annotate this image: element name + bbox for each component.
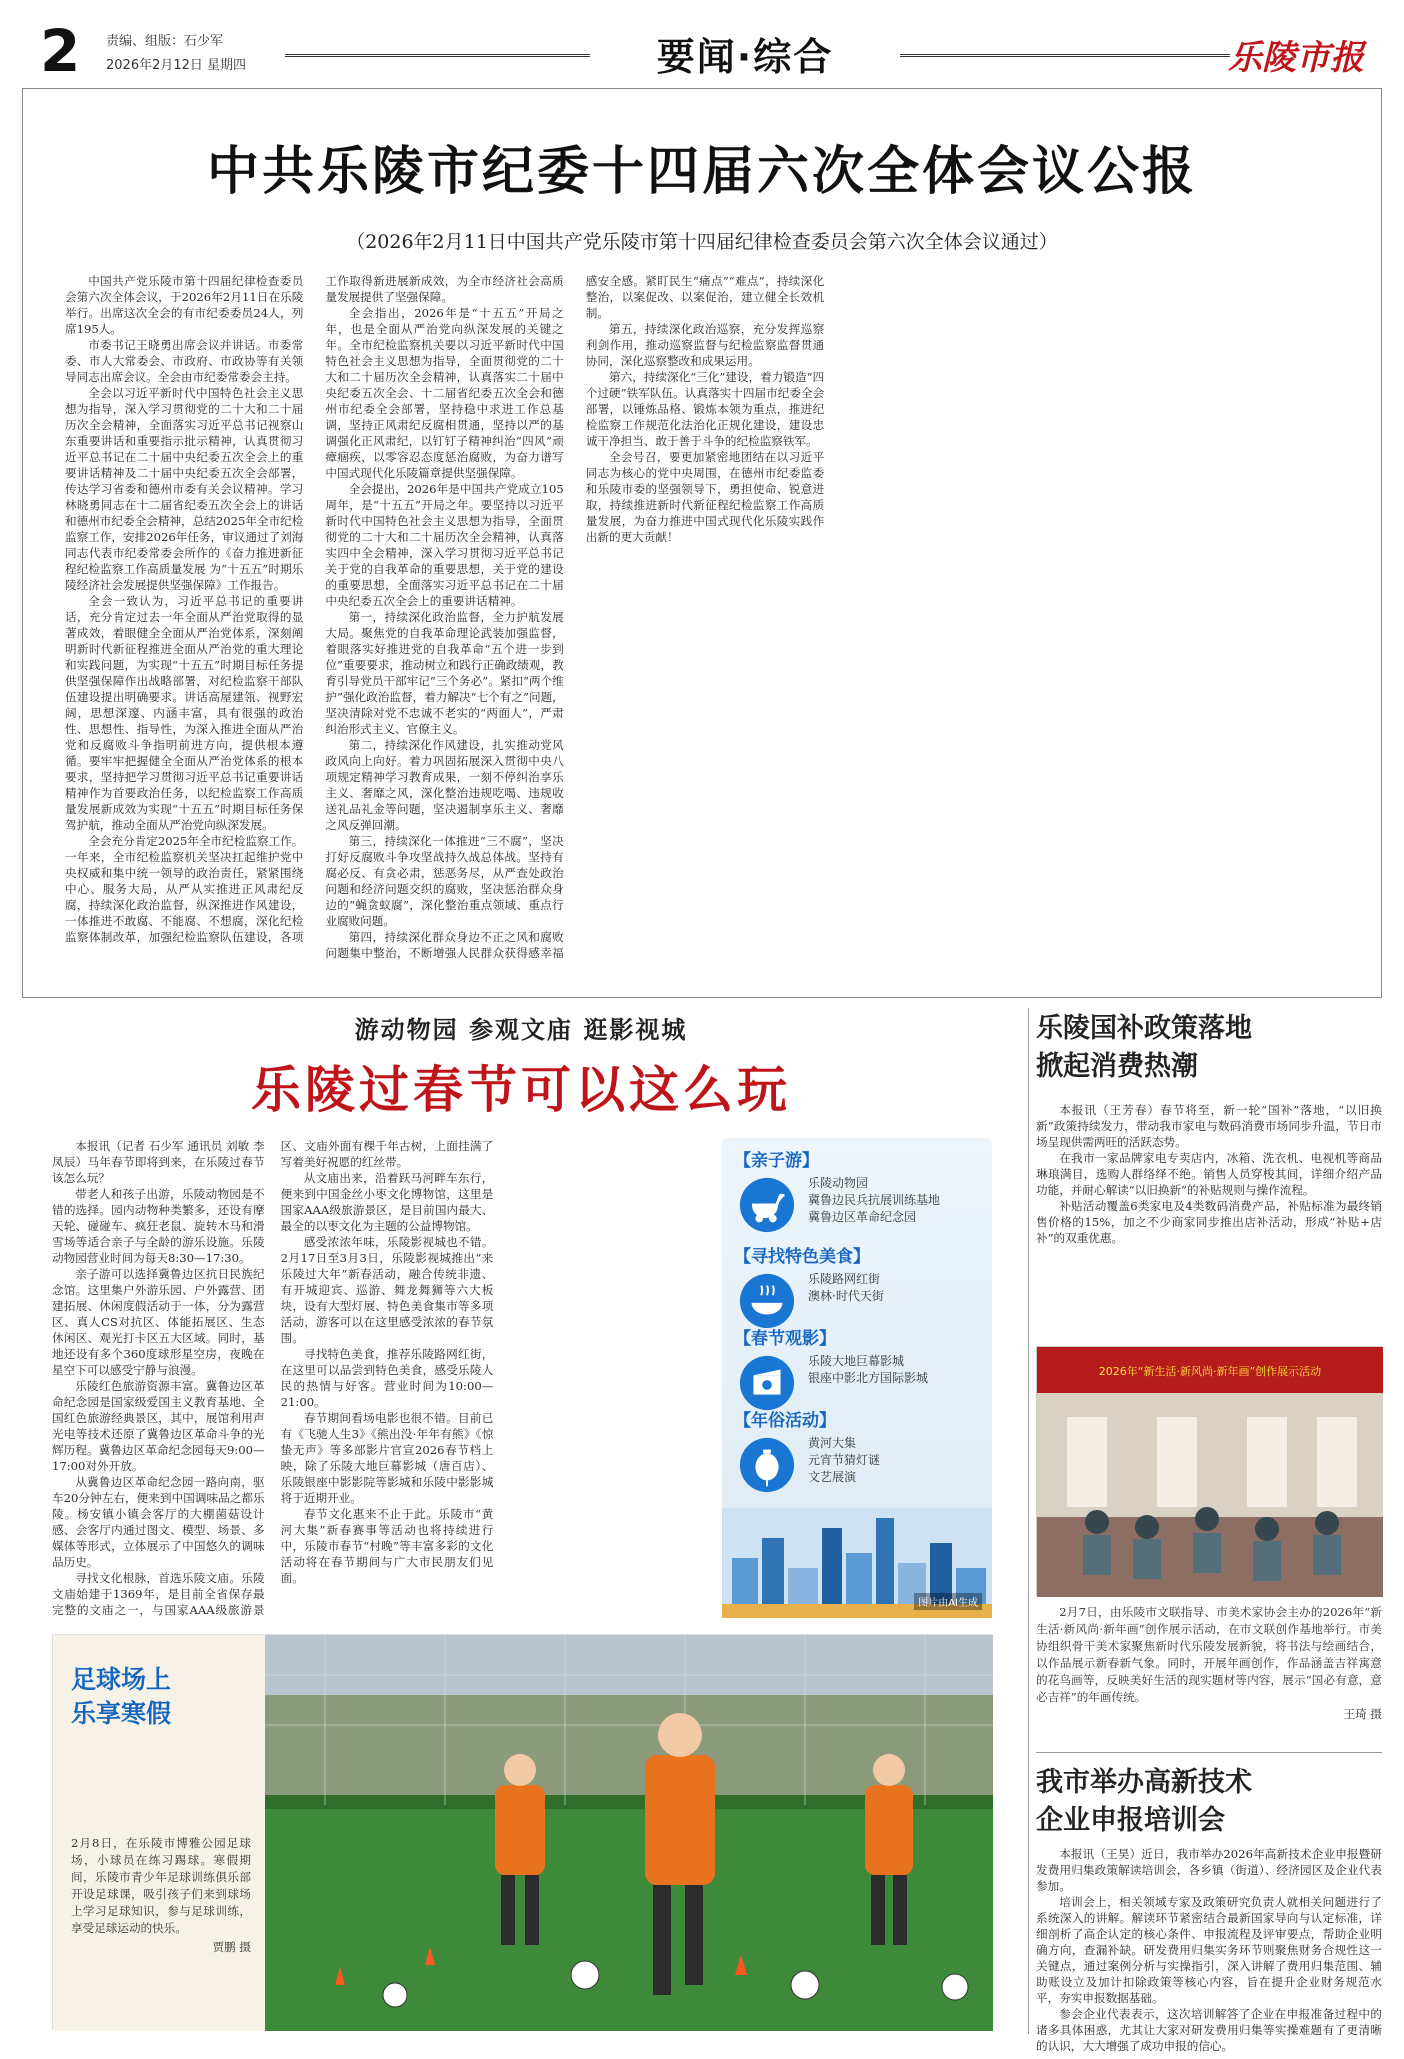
info-item: 澳林·时代天街 <box>808 1289 884 1303</box>
info-item: 元宵节猜灯谜 <box>808 1453 881 1467</box>
story-headline <box>1036 1010 1252 1086</box>
info-heading: 【寻找特色美食】 <box>734 1247 870 1267</box>
info-item: 银座中影北方国际影城 <box>808 1371 929 1385</box>
photo-banner-text: 2026年“新生活·新风尚·新年画”创作展示活动 <box>1098 1365 1322 1378</box>
right-column <box>1036 1006 1382 2053</box>
header-rule-left <box>285 54 590 60</box>
page-number: 2 <box>40 17 81 85</box>
paragraph: 培训会上，相关领域专家及政策研究负责人就相关问题进行了系统深入的讲解。解读环节紧密结合最新国家导向与认定标准，详细剖析了高企认定的核心条件、申报流程及评审要点，帮助企业明确方向，查漏补缺。研发费用归集实务环节则聚焦财务合规性这一关键点，通过案例分析与实操指引，深入讲解了费用归集范围、辅助账设立及加计扣除政策等核心内容，旨在提升企业财务规范水平，夯实申报数据基础。 <box>1036 1895 1382 2005</box>
photo-title-line: 足球场上 <box>71 1665 172 1694</box>
info-item: 冀鲁边区革命纪念园 <box>808 1210 917 1224</box>
header-rule-right <box>900 54 1230 60</box>
paragraph: 全会号召，要更加紧密地团结在以习近平同志为核心的党中央周围，在德州市纪委监委和乐陵市委的坚强领导下，勇担使命、锐意进取，持续推进新时代新征程纪检监察工作高质量发展，为奋力推进中国式现代化乐陵实践作出新的更大贡献！ <box>585 450 825 544</box>
main-article-body <box>65 273 1345 973</box>
paragraph: 感受浓浓年味，乐陵影视城也不错。2月17日至3月3日，乐陵影视城推出“来乐陵过大年”新春活动，融合传统非遗、有开城迎宾、巡游、舞龙舞狮等六大板块，设有大型灯展、特色美食集市等多项活动，游客可以在这里感受浓浓的春节氛围。 <box>280 1235 494 1345</box>
story-headline <box>1036 1764 1252 1840</box>
photo-caption <box>1036 1604 1382 1723</box>
photo-caption-panel <box>53 1635 265 2031</box>
football-photo-illustration <box>265 1635 993 2031</box>
paragraph: 从文庙出来，沿着跃马河畔车东行，便来到中国金丝小枣文化博物馆，这里是国家AAA级旅游景区，是目前国内最大、最全的以枣文化为主题的公益博物馆。 <box>280 1171 494 1233</box>
paragraph: 全会指出，2026年是“十五五”开局之年，也是全面从严治党向纵深发展的关键之年。全市纪检监察机关要以习近平新时代中国特色社会主义思想为指导，全面贯彻党的二十大和二十届历次全会精神，认真落实二十届中央纪委五次全会、十二届省纪委五次全会和德州市纪委全会部署，坚持稳中求进工作总基调，坚持正风肃纪反腐相贯通，坚持以严的基调强化正风肃纪，以钉钉子精神纠治“四风”顽瘴痼疾，以零容忍态度惩治腐败，为奋力谱写中国式现代化乐陵篇章提供坚强保障。 <box>325 306 564 480</box>
headline-line: 掀起消费热潮 <box>1036 1051 1198 1082</box>
main-subhead: （2026年2月11日中国共产党乐陵市第十四届纪律检查委员会第六次全体会议通过） <box>346 231 1058 253</box>
art-event-photo-illustration <box>1037 1347 1383 1597</box>
paragraph: 带老人和孩子出游，乐陵动物园是不错的选择。园内动物种类繁多，还设有摩天轮、碰碰车、疯狂老鼠、旋转木马和滑雪场等适合亲子与全龄的游乐设施。乐陵动物园营业时间为每天8:30—17:30。 <box>52 1187 265 1265</box>
paragraph: 在我市一家品牌家电专卖店内，冰箱、洗衣机、电视机等商品琳琅满目，选购人群络绎不绝。销售人员穿梭其间，详细介绍产品功能，并耐心解读“以旧换新”的补贴规则与操作流程。 <box>1036 1151 1382 1197</box>
info-item: 乐陵大地巨幕影城 <box>808 1354 905 1368</box>
paragraph: 本报讯（王芳春）春节将至，新一轮“国补”落地，“以旧换新”政策持续发力，带动我市家电与数码消费市场同步升温，节日市场呈现供需两旺的活跃态势。 <box>1036 1103 1382 1149</box>
headline-line: 乐陵国补政策落地 <box>1036 1013 1252 1044</box>
info-block-food <box>734 1242 984 1305</box>
art-event-photo <box>1036 1346 1382 1596</box>
paragraph: 全会以习近平新时代中国特色社会主义思想为指导，深入学习贯彻党的二十大和二十届历次全会精神，全面落实习近平总书记视察山东重要讲话和重要指示批示精神，认真贯彻习近平总书记在二十届中央纪委五次全会上的重要讲话精神及二十届中央纪委五次全会部署，传达学习省委和德州市委有关会议精神。学习林晓勇同志在十二届省纪委五次全会上的讲话和德州市纪委全会精神，总结2025年全市纪检监察工作，安排2026年任务，审议通过了刘海同志代表市纪委常委会所作的《奋力推进新征程纪检监察工作高质量发展 为“十五五”时期乐陵经济社会发展提供坚强保障》工作报告。 <box>65 386 304 592</box>
paragraph: 春节文化惠来不止于此。乐陵市“黄河大集”新春赛事等活动也将持续进行中，乐陵市春节“村晚”等丰富多彩的文化活动将在春节期间与广大市民朋友们见面。 <box>280 1507 494 1585</box>
paragraph: 寻找文化根脉，首选乐陵文庙。乐陵文庙始建于1369年，是目前全省保存最完整的文庙之一，与国家AAA级旅游景区、文庙外面有棵千年古树，上面挂满了写着美好祝愿的红丝带。 <box>52 1139 494 1617</box>
paragraph: 第四，持续深化群众身边不正之风和腐败问题集中整治，不断增强人民群众获得感幸福感安全感。紧盯民生“痛点”“难点”，持续深化整治，以案促改、以案促治，建立健全长效机制。 <box>325 274 825 960</box>
food-icon <box>738 1272 796 1330</box>
photo-caption <box>71 1835 251 1956</box>
lantern-icon <box>738 1436 796 1494</box>
info-item: 冀鲁边民兵抗展训练基地 <box>808 1193 941 1207</box>
paragraph: 全会一致认为，习近平总书记的重要讲话，充分肯定过去一年全面从严治党取得的显著成效，着眼健全全面从严治党体系，深刻阐明新时代新征程推进全面从严治党的重大理论和实践问题，为实现“十五五”时期目标任务提供坚强保障作出战略部署，对纪检监察干部队伍建设提出明确要求。讲话高屋建瓴、视野宏阔，思想深邃、内涵丰富，具有很强的政治性、思想性、指导性，为深入推进全面从严治党和反腐败斗争指明前进方向，提供根本遵循。要牢牢把握健全全面从严治党体系的根本要求，坚持把学习贯彻习近平总书记重要讲话精神作为首要政治任务，以纪检监察工作高质量发展新成效为实现“十五五”时期目标任务保驾护航，推动全面从严治党向纵深发展。 <box>65 594 304 832</box>
main-article <box>22 88 1382 998</box>
paragraph: 乐陵红色旅游资源丰富。冀鲁边区革命纪念园是国家级爱国主义教育基地、全国红色旅游经典景区，其中，展馆利用声光电等技术还原了冀鲁边区革命斗争的光辉历程。冀鲁边区革命纪念园每天9:00—17:00对外开放。 <box>52 1379 265 1473</box>
paragraph: 本报讯（记者 石少军 通讯员 刘敏 李凤辰）马年春节即将到来，在乐陵过春节该怎么玩？ <box>52 1139 265 1185</box>
main-headline: 中共乐陵市纪委十四届六次全体会议公报 <box>206 142 1197 202</box>
info-block-family <box>734 1146 984 1226</box>
feature-headline: 乐陵过春节可以这么玩 <box>251 1061 791 1119</box>
paragraph: 市委书记王晓勇出席会议并讲话。市委常委、市人大常委会、市政府、市政协等有关领导同志出席会议。全会由市纪委常委会主持。 <box>65 338 304 384</box>
paragraph: 亲子游可以选择冀鲁边区抗日民族纪念馆。这里集户外游乐园、户外露营、团建拓展、休闲度假活动于一体，分为露营区、真人CS对抗区、体能拓展区、生态休闲区、观光打卡区五大区域。同时，基地还设有多个360度球形星空房，夜晚在星空下可以感受宁静与浪漫。 <box>52 1267 265 1377</box>
column-divider <box>1028 1008 1029 2034</box>
paragraph: 寻找特色美食，推荐乐陵路网红街，在这里可以品尝到特色美食，感受乐陵人民的热情与好客。营业时间为10:00—21:00。 <box>280 1347 494 1409</box>
info-heading: 【年俗活动】 <box>734 1411 836 1431</box>
info-heading: 【春节观影】 <box>734 1329 836 1349</box>
paragraph: 本报讯（王昊）近日，我市举办2026年高新技术企业申报暨研发费用归集政策解读培训会，各乡镇（街道）、经济园区及企业代表参加。 <box>1036 1847 1382 1893</box>
paragraph: 春节期间看场电影也很不错。目前已有《飞驰人生3》《熊出没·年年有熊》《惊蛰无声》等多部影片官宣2026春节档上映，除了乐陵大地巨幕影城（唐百店）、乐陵银座中影影院等影城和乐陵中影影城将于近期开业。 <box>280 1411 494 1505</box>
photo-credit: 贾鹏 摄 <box>212 1940 251 1954</box>
info-item: 黄河大集 <box>808 1436 857 1450</box>
paragraph: 第六，持续深化“三化”建设，着力锻造“四个过硬”铁军队伍。认真落实十四届市纪委全会部署，以锤炼品格、锻炼本领为重点，推进纪检监察工作规范化法治化正规化建设，建设忠诚干净担当、敢于善于斗争的纪检监察铁军。 <box>585 370 825 448</box>
story-body <box>1036 1102 1382 1246</box>
masthead <box>40 17 1364 85</box>
paragraph: 第二，持续深化作风建设，扎实推动党风政风向上向好。着力巩固拓展深入贯彻中央八项规定精神学习教育成果，一刻不停纠治享乐主义、奢靡之风，深化整治违规吃喝、违规收送礼品礼金等问题，坚决遏制享乐主义、奢靡之风反弹回潮。 <box>325 738 564 832</box>
paragraph: 补贴活动覆盖6类家电及4类数码消费产品，补贴标准为最终销售价格的15%，加之不少商家同步推出店补活动，形成“补贴+店补”的双重优惠。 <box>1036 1199 1382 1245</box>
info-item: 乐陵路网红街 <box>808 1272 881 1286</box>
paragraph: 第一，持续深化政治监督，全力护航发展大局。聚焦党的自我革命理论武装加强监督，着眼落实好推进党的自我革命“五个进一步到位”重要要求，推动树立和践行正确政绩观，教育引导党员干部牢记“三个务必”。紧扣“两个维护”强化政治监督，着力解决“七个有之”问题，坚决清除对党不忠诚不老实的“两面人”，严肃纠治形式主义、官僚主义。 <box>325 610 564 736</box>
editor-line: 责编、组版：石少军 <box>106 34 224 49</box>
travel-infographic <box>722 1138 992 1618</box>
photo-credit: 王琦 摄 <box>1343 1707 1382 1721</box>
feature-body <box>52 1138 722 1620</box>
info-item: 乐陵动物园 <box>808 1176 869 1190</box>
info-block-movies <box>734 1324 984 1387</box>
newspaper-logo: 乐陵市报 <box>1228 38 1364 78</box>
paragraph: 从冀鲁边区革命纪念园一路向南，驱车20分钟左右，便来到中国调味品之都乐陵。杨安镇小镇会客厅的大棚菌菇设计感、会客厅内通过图文、模型、场景、多媒体等形式，立体展示了中国悠久的调味品历史。 <box>52 1475 265 1569</box>
photo-caption-text: 2月7日，由乐陵市文联指导、市美术家协会主办的2026年“新生活·新风尚·新年画”创作展示活动，在市文联创作基地举行。市美协组织骨干美术家聚焦新时代乐陵发展新貌，将书法与绘画结合，以作品展示新春新气象。同时，开展年画创作，作品涵盖吉祥寓意的花鸟画等，反映美好生活的现实题材等内容，展示“国必有意，意必吉祥”的年画传统。 <box>1036 1605 1382 1704</box>
photo-title-line: 乐享寒假 <box>71 1699 172 1728</box>
image-credit: 图片由AI生成 <box>914 1593 982 1610</box>
headline-line: 我市举办高新技术 <box>1036 1767 1252 1798</box>
info-item: 文艺展演 <box>808 1470 857 1484</box>
photo-caption-text: 2月8日，在乐陵市博雅公园足球场，小球员在练习踢球。寒假期间，乐陵市青少年足球训练俱乐部开设足球课，吸引孩子们来到球场上学习足球知识，参与足球训练，享受足球运动的快乐。 <box>71 1836 251 1935</box>
section-title: 要闻·综合 <box>656 35 834 79</box>
paragraph: 第三，持续深化一体推进“三不腐”，坚决打好反腐败斗争攻坚战持久战总体战。坚持有腐必反、有贪必肃，惩恶务尽，从严查处政治问题和经济问题交织的腐败，坚决惩治群众身边的“蝇贪蚁腐”，深化整治重点领域、重点行业腐败问题。 <box>325 834 564 928</box>
headline-line: 企业申报培训会 <box>1036 1805 1225 1836</box>
paragraph: 第五，持续深化政治巡察，充分发挥巡察利剑作用，推动巡察监督与纪检监察监督贯通协同，深化巡察整改和成果运用。 <box>585 322 825 368</box>
issue-date: 2026年2月12日 星期四 <box>106 58 247 73</box>
spring-festival-feature <box>22 1006 1020 2036</box>
story-body <box>1036 1846 1382 2053</box>
stroller-icon <box>738 1176 796 1234</box>
paragraph: 全会提出，2026年是中国共产党成立105周年，是“十五五”开局之年。要坚持以习近平新时代中国特色社会主义思想为指导，全面贯彻党的二十大和二十届历次全会精神，认真落实四中全会精神，深入学习贯彻习近平总书记关于党的自我革命的重要思想，关于党的建设的重要思想，全面落实习近平总书记在二十届中央纪委五次全会上的重要讲话精神。 <box>325 482 564 608</box>
paragraph: 全会充分肯定2025年全市纪检监察工作。一年来，全市纪检监察机关坚决扛起维护党中央权威和集中统一领导的政治责任，紧紧围绕中心、服务大局，从严从实推进正风肃纪反腐，持续深化政治监督，纵深推进作风建设，一体推进不敢腐、不能腐、不想腐，深化纪检监察体制改革，加强纪检监察队伍建设，各项工作取得新进展新成效，为全市经济社会高质量发展提供了坚强保障。 <box>65 274 564 944</box>
film-icon <box>738 1354 796 1412</box>
photo-title <box>71 1663 171 1731</box>
paragraph: 参会企业代表表示，这次培训解答了企业在申报准备过程中的诸多具体困惑，尤其让大家对研发费用归集等实操难题有了更清晰的认识，大大增强了成功申报的信心。 <box>1036 2007 1382 2053</box>
football-photo-feature <box>52 1634 992 2030</box>
paragraph: 中国共产党乐陵市第十四届纪律检查委员会第六次全体会议，于2026年2月11日在乐陵举行。出席这次全会的有市纪委委员24人，列席195人。 <box>65 274 304 336</box>
feature-kicker: 游动物园 参观文庙 逛影视城 <box>354 1015 688 1044</box>
story-separator <box>1036 1752 1382 1753</box>
info-block-customs <box>734 1406 984 1486</box>
info-heading: 【亲子游】 <box>734 1151 819 1171</box>
football-photo <box>265 1635 993 2031</box>
